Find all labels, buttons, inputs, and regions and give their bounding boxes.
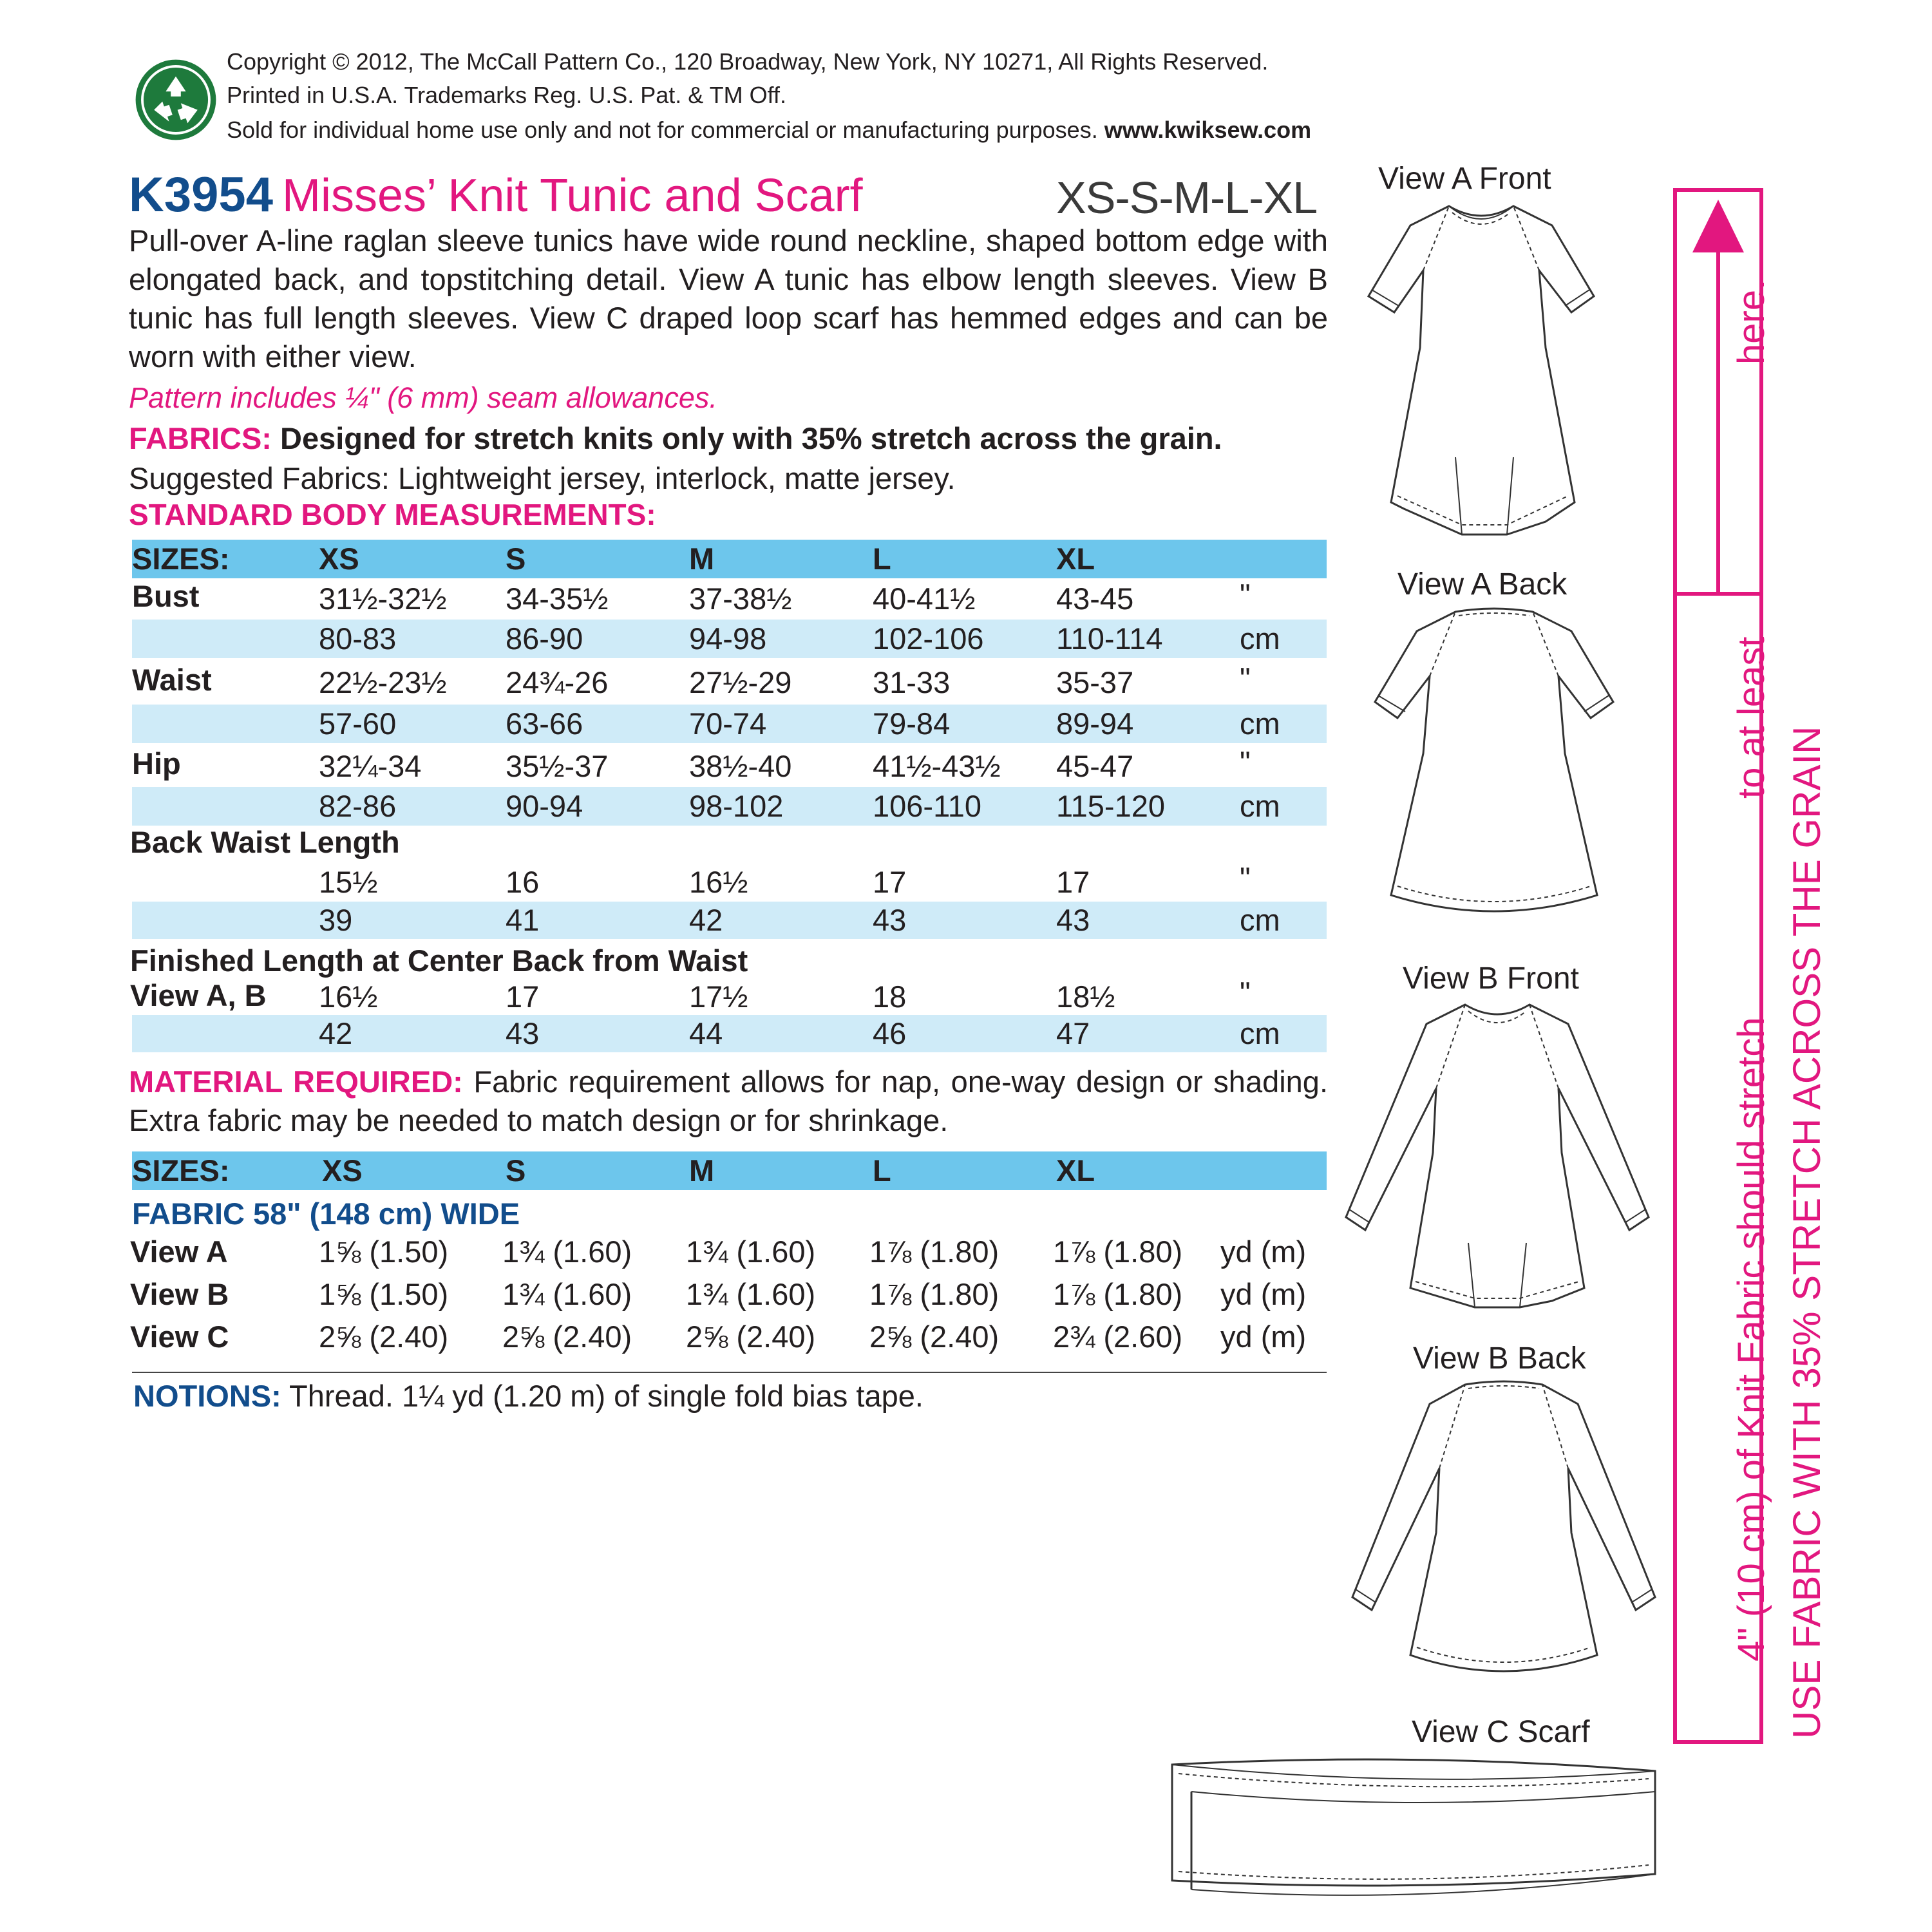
material-size-header-xs: XS xyxy=(322,1153,363,1188)
material-size-header-xl: XL xyxy=(1056,1153,1095,1188)
material-row-label: View A xyxy=(130,1235,228,1269)
measure-in: 43-45 xyxy=(1056,582,1134,616)
material-size-header-s: S xyxy=(506,1153,526,1188)
row-label-hip: Hip xyxy=(132,746,181,781)
measure-in: 27½-29 xyxy=(689,665,792,699)
yardage-value: 1⅝ (1.50) xyxy=(319,1235,449,1269)
measure-cm: 106-110 xyxy=(873,789,981,823)
view-b-front-label: View B Front xyxy=(1403,961,1579,996)
yardage-unit: yd (m) xyxy=(1220,1277,1307,1311)
measure-cm: 102-106 xyxy=(873,621,984,656)
fabrics-label: FABRICS: xyxy=(129,421,272,455)
yardage-unit: yd (m) xyxy=(1220,1235,1307,1269)
copyright-line-2: Printed in U.S.A. Trademarks Reg. U.S. Pat. & TM Off. xyxy=(227,82,786,108)
material-row-label: View C xyxy=(130,1320,229,1354)
view-b-back-label: View B Back xyxy=(1413,1341,1586,1376)
row-label-back-waist-length: Back Waist Length xyxy=(130,825,400,859)
yardage-value: 2⅝ (2.40) xyxy=(686,1320,816,1354)
size-header-xl: XL xyxy=(1056,542,1095,576)
measure-cm: 86-90 xyxy=(506,621,583,656)
measure-in: 31½-32½ xyxy=(319,582,447,616)
measure-cm: 89-94 xyxy=(1056,706,1134,741)
measure-cm: 80-83 xyxy=(319,621,397,656)
finished-length-heading: Finished Length at Center Back from Waist xyxy=(130,943,748,978)
measure-cm: 43 xyxy=(506,1016,540,1050)
yardage-value: 2⅝ (2.40) xyxy=(869,1320,999,1354)
measure-in: 38½-40 xyxy=(689,749,792,783)
view-c-scarf-label: View C Scarf xyxy=(1412,1715,1590,1749)
measure-cm: 43 xyxy=(1056,903,1090,937)
size-header-s: S xyxy=(506,542,526,576)
fabrics-section xyxy=(129,419,1328,498)
yardage-unit: yd (m) xyxy=(1220,1320,1307,1354)
yardage-value: 2¾ (2.60) xyxy=(1053,1320,1183,1354)
measure-in: 16½ xyxy=(689,865,748,899)
measure-cm: 39 xyxy=(319,903,353,937)
measure-cm: 41 xyxy=(506,903,540,937)
unit-cm: cm xyxy=(1240,621,1280,656)
stretch-instruction-2: to at least xyxy=(1730,636,1772,799)
yardage-value: 1⅞ (1.80) xyxy=(1053,1277,1183,1311)
unit-inches: " xyxy=(1240,661,1251,696)
measure-cm: 115-120 xyxy=(1056,789,1165,823)
measure-in: 34-35½ xyxy=(506,582,609,616)
view-a-back-label: View A Back xyxy=(1397,567,1567,601)
size-header-m: M xyxy=(689,542,715,576)
measure-cm: 43 xyxy=(873,903,907,937)
measure-in: 40-41½ xyxy=(873,582,976,616)
notions-label: NOTIONS: xyxy=(133,1379,281,1413)
measure-cm: 46 xyxy=(873,1016,907,1050)
unit-cm: cm xyxy=(1240,903,1280,937)
fabric-width-heading: FABRIC 58" (148 cm) WIDE xyxy=(132,1197,520,1231)
unit-inches: " xyxy=(1240,976,1251,1010)
copyright-line-3 xyxy=(227,113,1311,147)
yardage-value: 1⅞ (1.80) xyxy=(869,1235,999,1269)
divider xyxy=(132,1372,1327,1373)
measure-cm: 47 xyxy=(1056,1016,1090,1050)
material-size-header-l: L xyxy=(873,1153,891,1188)
measure-in: 35½-37 xyxy=(506,749,609,783)
measure-in: 41½-43½ xyxy=(873,749,1001,783)
measure-in: 37-38½ xyxy=(689,582,792,616)
yardage-value: 1¾ (1.60) xyxy=(502,1277,632,1311)
measure-in: 31-33 xyxy=(873,665,951,699)
measure-in: 22½-23½ xyxy=(319,665,447,699)
view-a-front-label: View A Front xyxy=(1378,162,1551,196)
size-header-l: L xyxy=(873,542,891,576)
copyright-use-note: Sold for individual home use only and not for commercial or manufacturing purposes. xyxy=(227,117,1098,143)
stretch-grain-note: USE FABRIC WITH 35% STRETCH ACROSS THE GRAIN xyxy=(1785,726,1828,1739)
measure-in: 32¼-34 xyxy=(319,749,422,783)
measure-in: 16½ xyxy=(319,980,378,1014)
unit-cm: cm xyxy=(1240,789,1280,823)
material-required-label: MATERIAL REQUIRED: xyxy=(129,1065,463,1099)
measure-in: 24¾-26 xyxy=(506,665,609,699)
yardage-value: 1¾ (1.60) xyxy=(686,1277,816,1311)
yardage-value: 1⅝ (1.50) xyxy=(319,1277,449,1311)
seam-allowance-note: Pattern includes ¼" (6 mm) seam allowances. xyxy=(129,381,717,414)
measure-in: 18½ xyxy=(1056,980,1115,1014)
copyright-line-1: Copyright © 2012, The McCall Pattern Co., 120 Broadway, New York, NY 10271, All Rights Reserved. xyxy=(227,48,1269,75)
measure-cm: 42 xyxy=(689,903,723,937)
material-sizes-label: SIZES: xyxy=(132,1153,230,1188)
finished-cm-band xyxy=(132,1015,1327,1052)
measure-in: 18 xyxy=(873,980,907,1014)
body-measurements-heading: STANDARD BODY MEASUREMENTS: xyxy=(129,498,656,531)
measure-cm: 98-102 xyxy=(689,789,784,823)
sizes-label: SIZES: xyxy=(132,542,230,576)
yardage-value: 1⅞ (1.80) xyxy=(1053,1235,1183,1269)
view-c-scarf-illustration xyxy=(1166,1752,1668,1906)
yardage-value: 2⅝ (2.40) xyxy=(319,1320,449,1354)
pattern-number: K3954 xyxy=(129,167,273,222)
measure-in: 45-47 xyxy=(1056,749,1134,783)
website-link[interactable]: www.kwiksew.com xyxy=(1104,117,1312,143)
size-header-xs: XS xyxy=(319,542,359,576)
measure-in: 17 xyxy=(873,865,907,899)
backwaist-cm-band xyxy=(132,902,1327,939)
measure-cm: 110-114 xyxy=(1056,621,1163,656)
measure-in: 17 xyxy=(506,980,540,1014)
measure-cm: 82-86 xyxy=(319,789,397,823)
material-sizes-band xyxy=(132,1151,1327,1190)
unit-inches: " xyxy=(1240,578,1251,612)
yardage-value: 1¾ (1.60) xyxy=(502,1235,632,1269)
yardage-value: 2⅝ (2.40) xyxy=(502,1320,632,1354)
row-label-bust: Bust xyxy=(132,579,200,613)
stretch-instruction: 4" (10 cm) of Knit Fabric should stretch xyxy=(1730,1017,1772,1662)
measure-in: 15½ xyxy=(319,865,378,899)
measure-in: 17 xyxy=(1056,865,1090,899)
row-label-waist: Waist xyxy=(132,663,212,697)
stretch-instruction-3: here. xyxy=(1730,279,1772,365)
view-b-back-illustration xyxy=(1346,1378,1662,1700)
measure-cm: 42 xyxy=(319,1016,353,1050)
view-a-back-illustration xyxy=(1365,605,1623,940)
measure-in: 17½ xyxy=(689,980,748,1014)
suggested-fabrics: Suggested Fabrics: Lightweight jersey, interlock, matte jersey. xyxy=(129,461,956,495)
recycle-icon xyxy=(134,58,218,142)
measure-cm: 63-66 xyxy=(506,706,583,741)
material-required-text: Fabric requirement allows for nap, one-way design or shading. Extra fabric may be needed to match design or for shrinkage. xyxy=(129,1065,1329,1137)
measure-cm: 57-60 xyxy=(319,706,397,741)
measure-cm: 94-98 xyxy=(689,621,767,656)
view-b-front-illustration xyxy=(1340,998,1655,1320)
yardage-value: 1⅞ (1.80) xyxy=(869,1277,999,1311)
description: Pull-over A-line raglan sleeve tunics have wide round neckline, shaped bottom edge with elongated back, and topstitching detail. View A tunic has elbow length sleeves. View B tunic has full length sleeves. View C draped loop scarf has hemmed edges and can be worn with either view. xyxy=(129,223,1328,374)
measure-cm: 44 xyxy=(689,1016,723,1050)
measure-in: 16 xyxy=(506,865,540,899)
measure-in: 35-37 xyxy=(1056,665,1134,699)
notions-text: Thread. 1¼ yd (1.20 m) of single fold bias tape. xyxy=(289,1379,923,1413)
sizes-header-band xyxy=(132,540,1327,578)
pattern-title: Misses’ Knit Tunic and Scarf xyxy=(281,170,863,222)
unit-inches: " xyxy=(1240,861,1251,895)
yardage-value: 1¾ (1.60) xyxy=(686,1235,816,1269)
material-row-label: View B xyxy=(130,1277,229,1311)
view-a-front-illustration xyxy=(1352,200,1610,560)
unit-inches: " xyxy=(1240,745,1251,779)
measure-cm: 90-94 xyxy=(506,789,583,823)
unit-cm: cm xyxy=(1240,706,1280,741)
notions xyxy=(133,1377,923,1416)
unit-cm: cm xyxy=(1240,1016,1280,1050)
measure-cm: 79-84 xyxy=(873,706,951,741)
fabrics-emphasis: Designed for stretch knits only with 35% stretch across the grain. xyxy=(280,421,1222,455)
row-label-view-ab: View A, B xyxy=(130,978,267,1012)
size-range: XS-S-M-L-XL xyxy=(1056,173,1318,223)
material-required xyxy=(129,1063,1328,1140)
material-size-header-m: M xyxy=(689,1153,715,1188)
measure-cm: 70-74 xyxy=(689,706,767,741)
